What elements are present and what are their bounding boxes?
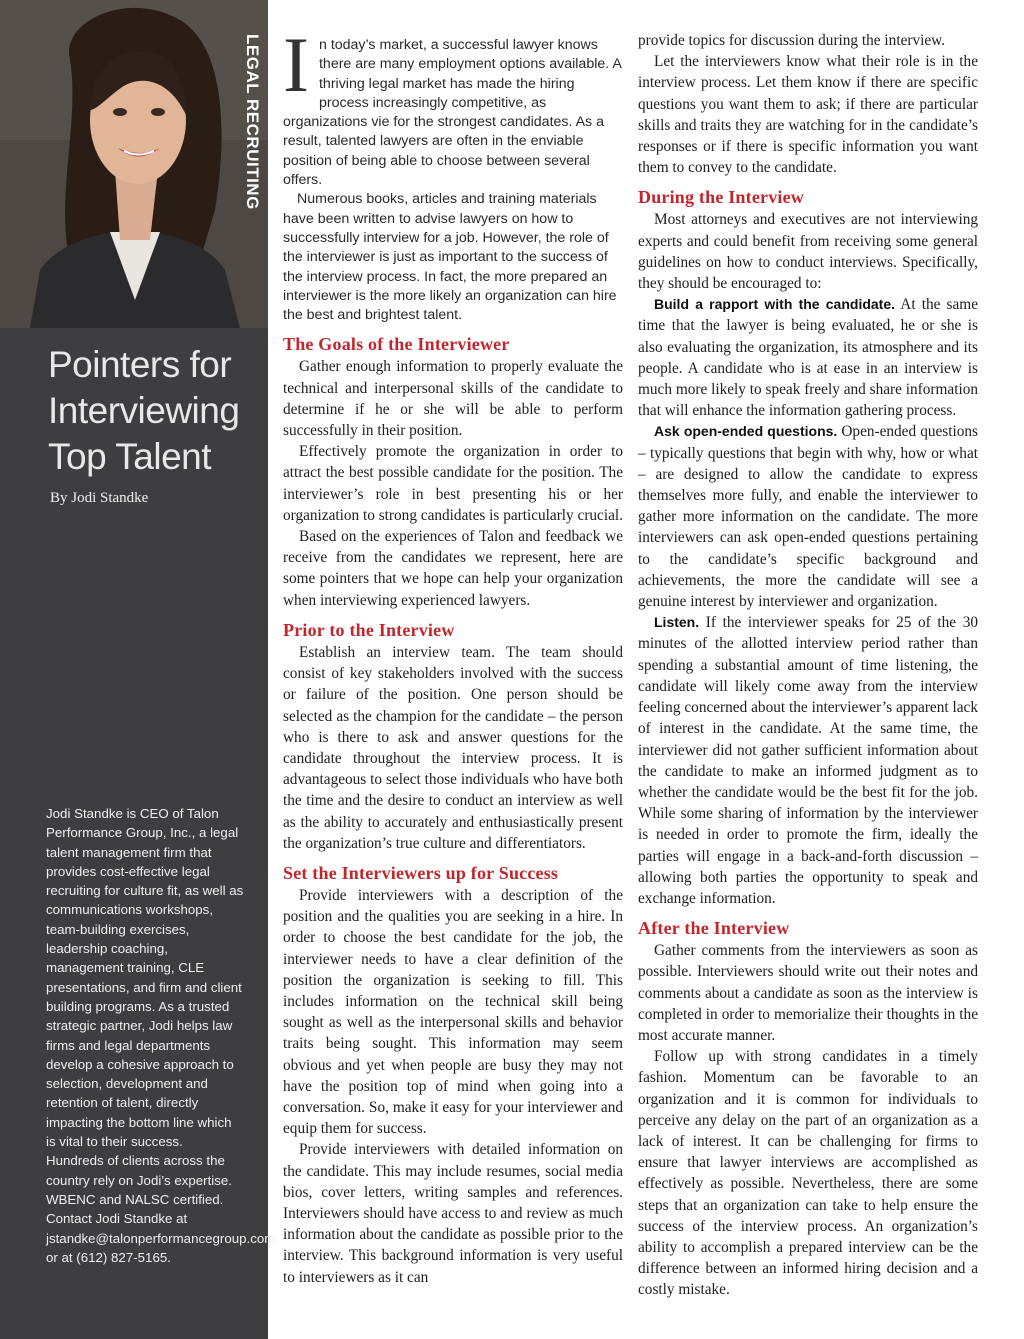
byline: By Jodi Standke xyxy=(50,490,149,506)
author-bio: Jodi Standke is CEO of Talon Performance Group, Inc., a legal talent management firm that provides cost-effective legal recruiting for culture fit, as well as communications workshops, team-building exercises, leadership coaching, management training, CLE presentations, and firm and client building programs. As a trusted strategic partner, Jodi helps law firms and legal departments develop a cohesive approach to selection, development and retention of talent, directly impacting the bottom line which is vital to their success. Hundreds of clients across the country rely on Jodi’s expertise. WBENC and NALSC certified. Contact Jodi Standke at jstandke@talonperformancegroup.com or at (612) 827-5165. xyxy=(46,806,276,1265)
author-portrait-image xyxy=(0,0,268,328)
goals-heading: The Goals of the Interviewer xyxy=(283,334,510,355)
after-paragraph-1: Gather comments from the interviewers as soon as possible. Interviewers should write out their notes and comments about a candidate as soon as the interview is completed in order to memorialize their thoughts in the most accurate manner. xyxy=(638,942,978,1044)
intro-paragraph-2: Numerous books, articles and training materials have been written to advise lawyers on how to successfully interview for a job. However, the role of the interviewer is just as important to the success of the interview process. In fact, the more prepared an interviewer is the more likely an organization can hire the best and brightest talent. xyxy=(283,191,617,324)
listen-label: Listen. xyxy=(654,614,700,631)
goals-paragraph-1: Gather enough information to properly evaluate the technical and interpersonal skills of the candidate to determine if he or she will be able to perform successfully in their position. xyxy=(283,358,623,440)
listen-paragraph xyxy=(638,612,978,909)
prior-heading: Prior to the Interview xyxy=(283,619,455,640)
setup-paragraph-2-continued: provide topics for discussion during the interview. xyxy=(638,32,946,49)
article-column-1 xyxy=(283,21,623,1288)
setup-heading: Set the Interviewers up for Success xyxy=(283,862,559,883)
rapport-text: At the same time that the lawyer is being evaluated, he or she is also evaluating the organization, its atmosphere and its people. A candidate who is at ease in an interview is much more likely to speak freely and share information that will enhance the information gathering process. xyxy=(638,296,978,420)
setup-paragraph-2: Provide interviewers with detailed information on the candidate. This may include resumes, social media bios, cover letters, writing samples and references. Interviewers should have access to and review as much information about the candidate as possible prior to the interview. This background information is very useful to interviewers as it can xyxy=(283,1141,623,1286)
during-paragraph-1: Most attorneys and executives are not interviewing experts and could benefit from receiving some general guidelines on how to conduct interviews. Specifically, they should be encouraged to: xyxy=(638,211,978,293)
rapport-paragraph xyxy=(638,294,978,421)
dropcap: I xyxy=(283,21,309,108)
during-heading: During the Interview xyxy=(638,187,804,208)
article-title: Pointers for Interviewing Top Talent xyxy=(48,344,240,477)
goals-paragraph-3: Based on the experiences of Talon and feedback we receive from the candidates we represent, here are some pointers that we hope can help your organization when interviewing experienced lawyers. xyxy=(283,528,623,609)
section-label-text: LEGAL RECRUITING xyxy=(243,34,262,210)
after-paragraph-2: Follow up with strong candidates in a timely fashion. Momentum can be favorable to an organization and it is common for individuals to perceive any delay on the part of an organization as a lack of interest. It can be challenging for firms to ensure that lawyer interviews are accomplished as effectively as possible. Nevertheless, there are some steps that an organization can take to help ensure the success of the interview process. An organization’s ability to accomplish a prepared interview can be the difference between an informed hiring decision and a costly mistake. xyxy=(638,1048,978,1299)
listen-text: If the interviewer speaks for 25 of the 30 minutes of the allotted interview period rather than spending a substantial amount of time listening, the candidate will likely come away from the interview feeling concerned about the interviewer’s apparent lack of interest in the candidate. At the same time, the interviewer did not gather sufficient information about the candidate to make an informed judgment as to whether the candidate would be the best fit for the job. While some sharing of information by the interviewer is needed in order to promote the firm, ideally the parties will engage in a back-and-forth discussion – allowing both parties the opportunity to speak and exchange information. xyxy=(638,614,978,907)
open-questions-paragraph xyxy=(638,421,978,612)
open-questions-label: Ask open-ended questions. xyxy=(654,423,838,440)
author-portrait xyxy=(0,0,268,328)
after-heading: After the Interview xyxy=(638,918,790,939)
open-questions-text: Open-ended questions – typically questions that begin with why, how or what – are designed to allow the candidate to express themselves more fully, and enable the interviewer to gather more information on the candidate. The more interviewers can ask open-ended questions pertaining to the candidate’s specific background and achievements, the more the candidate will see a genuine interest by interviewer and organization. xyxy=(638,423,978,611)
setup-paragraph-1: Provide interviewers with a description of the position and the qualities you are seeking in a hire. In order to choose the best candidate for the job, the interviewer needs to have a clear definition of the position the organization is seeking to fill. This includes information on the technical skill being sought as well as the interpersonal skills and behavior traits being sought. This information may seem obvious and yet when people are busy they may not have the position top of mind when going into a conversation. So, make it easy for your interviewer and equip them for success. xyxy=(283,886,623,1138)
section-label xyxy=(240,34,262,210)
intro-paragraph-1: n today’s market, a successful lawyer knows there are many employment options available. A thriving legal market has made the hiring process increasingly competitive, as organizations vie for the strongest candidates. As a result, talented lawyers are often in the enviable position of being able to choose between several offers. xyxy=(283,37,622,189)
article-column-2 xyxy=(638,30,978,1301)
intro xyxy=(283,21,623,325)
rapport-label: Build a rapport with the candidate. xyxy=(654,296,896,313)
prior-paragraph-1: Establish an interview team. The team should consist of key stakeholders involved with the success or failure of the position. One person should be selected as the champion for the candidate – the person who is there to ask and answer questions for the candidate throughout the interview process. It is advantageous to select those individuals who have both the time and the desire to conduct an interview as well as the ability to accurately and enthusiastically present the organization’s true culture and differentiators. xyxy=(283,643,623,852)
goals-paragraph-2: Effectively promote the organization in order to attract the best possible candidate for the position. The interviewer’s role in best presenting his or her organization to strong candidates is particularly crucial. xyxy=(283,443,623,524)
sidebar xyxy=(0,0,276,1339)
setup-paragraph-3: Let the interviewers know what their role is in the interview process. Let them know if there are specific questions you want them to ask; if there are particular skills and traits they are watching for in the candidate’s responses or if there is specific information you want them to convey to the candidate. xyxy=(638,53,978,177)
